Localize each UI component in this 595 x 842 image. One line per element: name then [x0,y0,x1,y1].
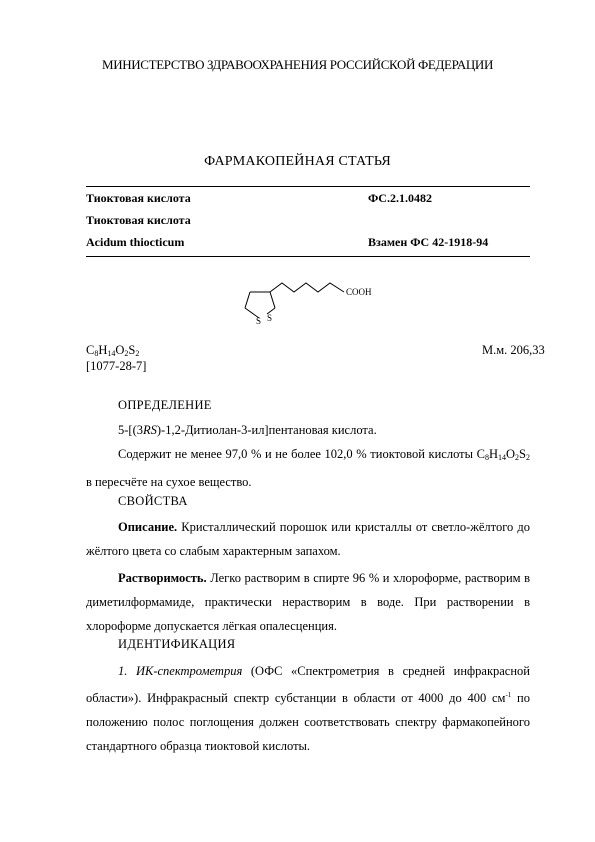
name-latin: Acidum thiocticum [86,235,185,249]
sulfur-atom-1: S [256,316,262,326]
cas-number: [1077-28-7] [86,359,147,373]
ring-bond-4 [270,292,275,308]
ir-spectrometry-paragraph: 1. ИК-спектрометрия (ОФС «Спектрометрия в средней инфракрасной области»). Инфракрасный спектр субстанции в области от 4000 до 400 $см^{-1}$ по положению полос поглощения должен соответствовать спектру фармакопейного стандартного образца тиоктовой кислоты. [86,664,530,753]
section-heading-properties: СВОЙСТВА [118,494,188,508]
header-bottom-rule [86,256,530,257]
content-statement: Содержит не менее 97,0 % и не более 102,0 % тиоктовой кислоты $C_8H_{14}O_2S_2$ в пересчёте на сухое вещество. [86,447,530,489]
solubility-paragraph: Растворимость. Легко растворим в спирте 96 % и хлороформе, растворим в диметилформамиде, практически нерастворим в воде. При растворении в хлороформе допускается лёгкая опалесценция. [86,571,530,633]
name-ru-secondary: Тиоктовая кислота [86,213,191,227]
molecular-formula: $C_8H_{14}O_2S_2$ [86,343,140,358]
header-top-rule [86,186,530,187]
carboxyl-group-label: COOH [346,287,372,297]
section-heading-definition: ОПРЕДЕЛЕНИЕ [118,398,212,412]
structural-formula [230,268,400,330]
name-ru-primary: Тиоктовая кислота [86,191,191,205]
section-heading-identification: ИДЕНТИФИКАЦИЯ [118,637,236,651]
replaces-code: Взамен ФС 42-1918-94 [368,235,489,249]
chemical-name: 5-[(3RS)-1,2-Дитиолан-3-ил]пентановая кислота. [118,423,377,437]
document-code: ФС.2.1.0482 [368,191,432,205]
side-chain [270,283,344,292]
description-paragraph: Описание. Кристаллический порошок или кристаллы от светло-жёлтого до жёлтого цвета со слабым характерным запахом. [86,520,530,558]
sulfur-atom-2: S [267,313,273,323]
ministry-title: МИНИСТЕРСТВО ЗДРАВООХРАНЕНИЯ РОССИЙСКОЙ ФЕДЕРАЦИИ [101,57,494,72]
ring-bond-2 [245,292,250,308]
molecular-mass: М.м. 206,33 [482,343,545,357]
document-type-title: ФАРМАКОПЕЙНАЯ СТАТЬЯ [204,154,391,169]
